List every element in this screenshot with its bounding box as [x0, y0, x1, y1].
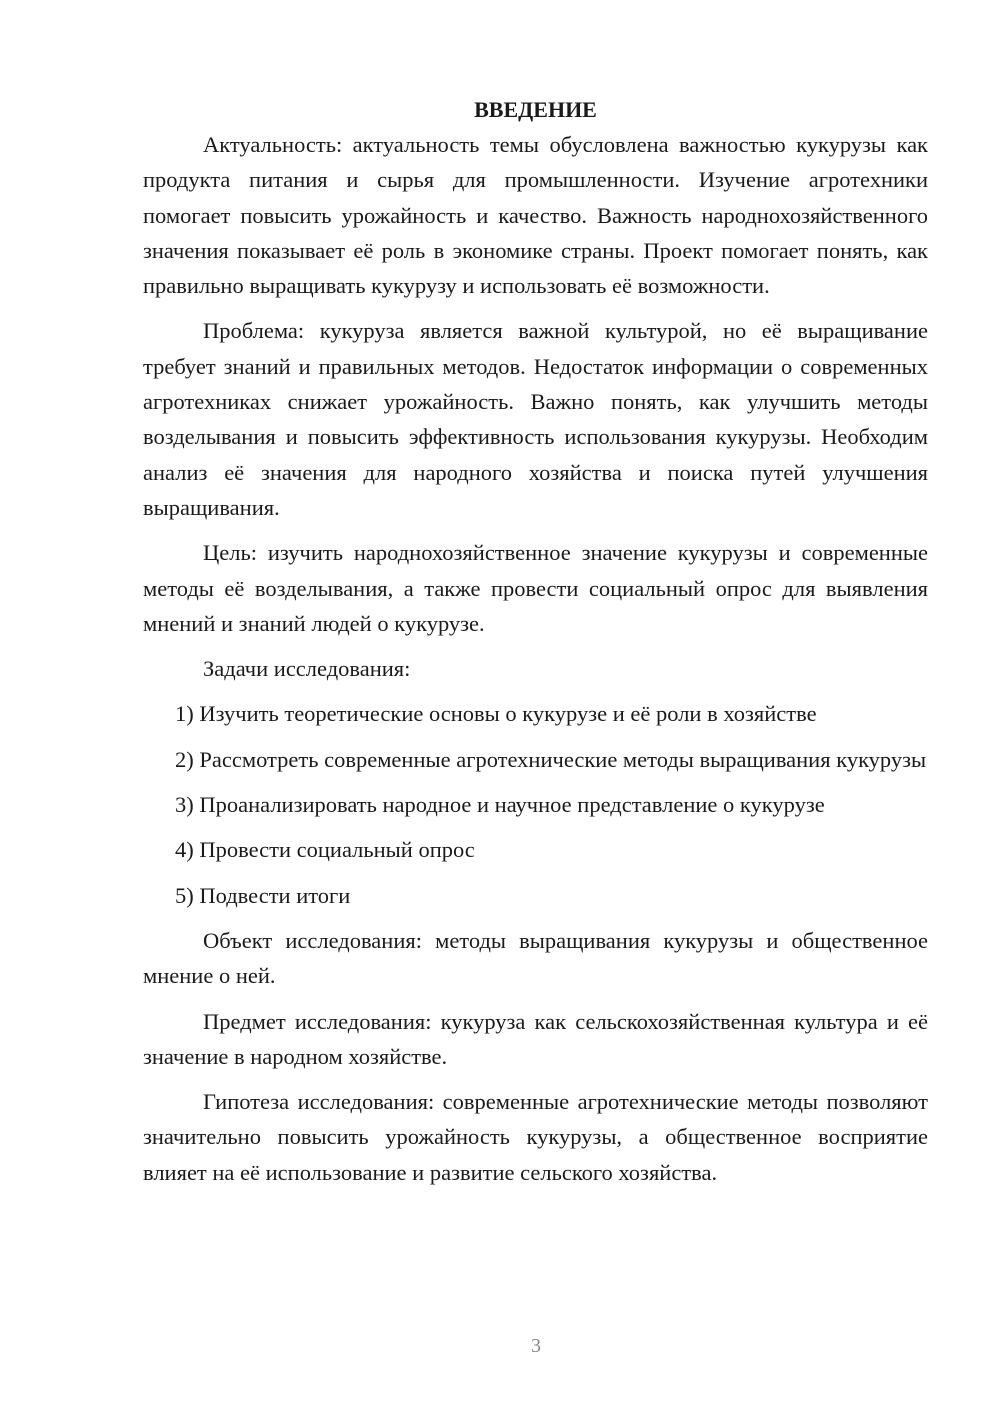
- goal-paragraph: Цель: изучить народнохозяйственное значение кукурузы и современные методы её возделывания, а также провести социальный опрос для выявления мнений и знаний людей о кукурузе.: [143, 540, 928, 636]
- hypothesis-paragraph: Гипотеза исследования: современные агротехнические методы позволяют значительно повысить урожайность кукурузы, а общественное восприятие влияет на её использование и развитие сельского хозяйства.: [143, 1089, 928, 1185]
- task-item: 2) Рассмотреть современные агротехнические методы выращивания кукурузы: [175, 746, 927, 772]
- page-title: ВВЕДЕНИЕ: [474, 97, 597, 122]
- problem-paragraph: Проблема: кукуруза является важной культурой, но её выращивание требует знаний и правильных методов. Недостаток информации о современных агротехниках снижает урожайность. Важно понять, как улучшить методы возделывания и повысить эффективность использования кукурузы. Необходим анализ её значения для народного хозяйства и поиска путей улучшения выращивания.: [143, 318, 928, 520]
- task-item: 5) Подвести итоги: [175, 882, 351, 908]
- relevance-paragraph: Актуальность: актуальность темы обусловлена важностью кукурузы как продукта питания и сырья для промышленности. Изучение агротехники помогает повысить урожайность и качество. Важность народнохозяйственного значения показывает её роль в экономике страны. Проект помогает понять, как правильно выращивать кукурузу и использовать её возможности.: [143, 132, 928, 299]
- subject-paragraph: Предмет исследования: кукуруза как сельскохозяйственная культура и её значение в народном хозяйстве.: [143, 1008, 928, 1069]
- object-paragraph: Объект исследования: методы выращивания кукурузы и общественное мнение о ней.: [143, 927, 928, 989]
- task-item: 1) Изучить теоретические основы о кукурузе и её роли в хозяйстве: [175, 701, 817, 727]
- tasks-heading: Задачи исследования:: [203, 656, 411, 682]
- page-number: 3: [531, 1335, 541, 1357]
- task-item: 3) Проанализировать народное и научное представление о кукурузе: [175, 792, 825, 818]
- document-page: [143, 95, 928, 1200]
- task-item: 4) Провести социальный опрос: [175, 837, 475, 863]
